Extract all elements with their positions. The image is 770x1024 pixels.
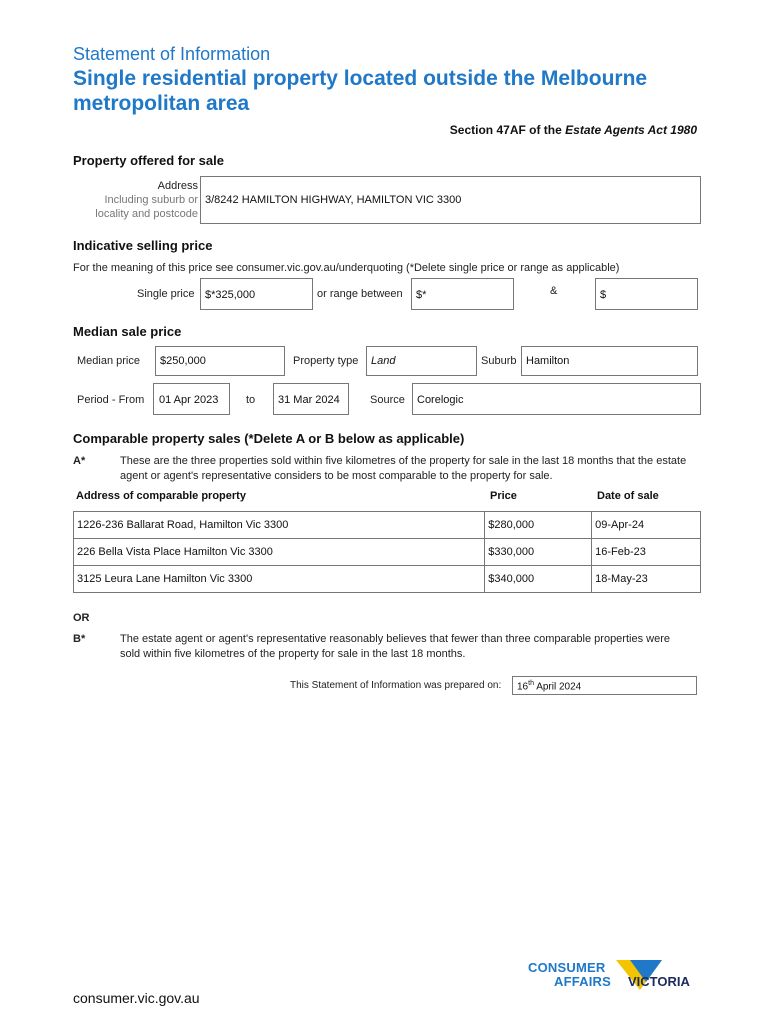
option-a-text: These are the three properties sold within five kilometres of the property for sale in the last 18 months that the estate agent or agent's representative considers to be most comparable to the property for sale. [120,455,687,482]
comparable-address[interactable]: 3125 Leura Lane Hamilton Vic 3300 [74,566,485,593]
prepared-day-suffix: th [528,680,534,687]
consumer-affairs-victoria-logo [528,960,708,992]
address-label-block [60,179,198,221]
prepared-on-field[interactable] [512,676,697,695]
table-row [74,539,701,566]
prepared-on-value [517,680,581,692]
period-from-field[interactable] [153,383,230,415]
median-price-field[interactable] [155,346,285,376]
source-value: Corelogic [417,394,464,406]
range-low-field[interactable] [411,278,514,310]
period-label: Period - From [77,394,145,406]
act-reference [450,123,697,137]
comparable-address[interactable]: 226 Bella Vista Place Hamilton Vic 3300 [74,539,485,566]
prepared-day: 16 [517,681,529,693]
median-price-label: Median price [77,355,140,367]
period-to-value: 31 Mar 2024 [278,394,340,406]
address-value: 3/8242 HAMILTON HIGHWAY, HAMILTON VIC 3300 [205,194,462,206]
indicative-section-title: Indicative selling price [73,238,213,253]
address-field[interactable] [200,176,701,224]
act-name: Estate Agents Act 1980 [565,123,697,137]
col-header-date: Date of sale [597,490,659,502]
comparable-price[interactable]: $340,000 [485,566,592,593]
comparable-table [73,511,701,593]
source-label: Source [370,394,405,406]
suburb-value: Hamilton [526,355,570,367]
comparable-address[interactable]: 1226-236 Ballarat Road, Hamilton Vic 3300 [74,512,485,539]
source-field[interactable] [412,383,701,415]
comparable-section-title: Comparable property sales (*Delete A or B below as applicable) [73,431,465,446]
single-price-label: Single price [137,288,195,300]
property-type-label: Property type [293,355,359,367]
comparable-date[interactable]: 18-May-23 [592,566,701,593]
property-type-value: Land [371,355,396,367]
address-label: Address [157,180,198,192]
range-high-value: $ [600,289,607,301]
single-price-value: $*325,000 [205,289,256,301]
address-sublabel-2: locality and postcode [95,208,198,220]
property-section-title: Property offered for sale [73,153,224,168]
footer-url[interactable]: consumer.vic.gov.au [73,990,200,1006]
indicative-note: For the meaning of this price see consumer.vic.gov.au/underquoting (*Delete single price or range as applicable) [73,262,620,274]
single-price-field[interactable] [200,278,313,310]
period-to-label: to [246,394,256,406]
property-type-field[interactable] [366,346,477,376]
logo-line-2: AFFAIRS [554,974,612,989]
option-a-marker: A* [73,455,86,467]
range-label: or range between [317,288,403,300]
range-high-field[interactable] [595,278,698,310]
prepared-on-label: This Statement of Information was prepared on: [290,680,502,691]
range-ampersand: & [550,285,558,297]
col-header-address: Address of comparable property [76,490,246,502]
option-b-marker: B* [73,633,86,645]
logo-line-1: CONSUMER [528,960,606,975]
range-low-value: $* [416,289,427,301]
table-row [74,566,701,593]
comparable-date[interactable]: 09-Apr-24 [592,512,701,539]
option-b-text: The estate agent or agent's representative reasonably believes that fewer than three comparable properties were sold within five kilometres of the property for sale in the last 18 months. [120,633,670,660]
prepared-month-year: April 2024 [533,681,582,693]
median-section-title: Median sale price [73,324,182,339]
act-prefix: Section 47AF of the [449,123,566,137]
suburb-label: Suburb [481,355,517,367]
period-to-field[interactable] [273,383,349,415]
or-label: OR [73,612,90,624]
table-row [74,512,701,539]
document-kicker: Statement of Information [73,44,271,64]
logo-line-3: VICTORIA [628,974,690,989]
median-price-value: $250,000 [160,355,206,367]
comparable-price[interactable]: $330,000 [485,539,592,566]
period-from-value: 01 Apr 2023 [159,394,219,406]
suburb-field[interactable] [521,346,698,376]
document-title: Single residential property located outside the Melbourne metropolitan area [73,67,648,115]
address-sublabel-1: Including suburb or [104,194,198,206]
col-header-price: Price [490,490,517,502]
comparable-date[interactable]: 16-Feb-23 [592,539,701,566]
comparable-price[interactable]: $280,000 [485,512,592,539]
